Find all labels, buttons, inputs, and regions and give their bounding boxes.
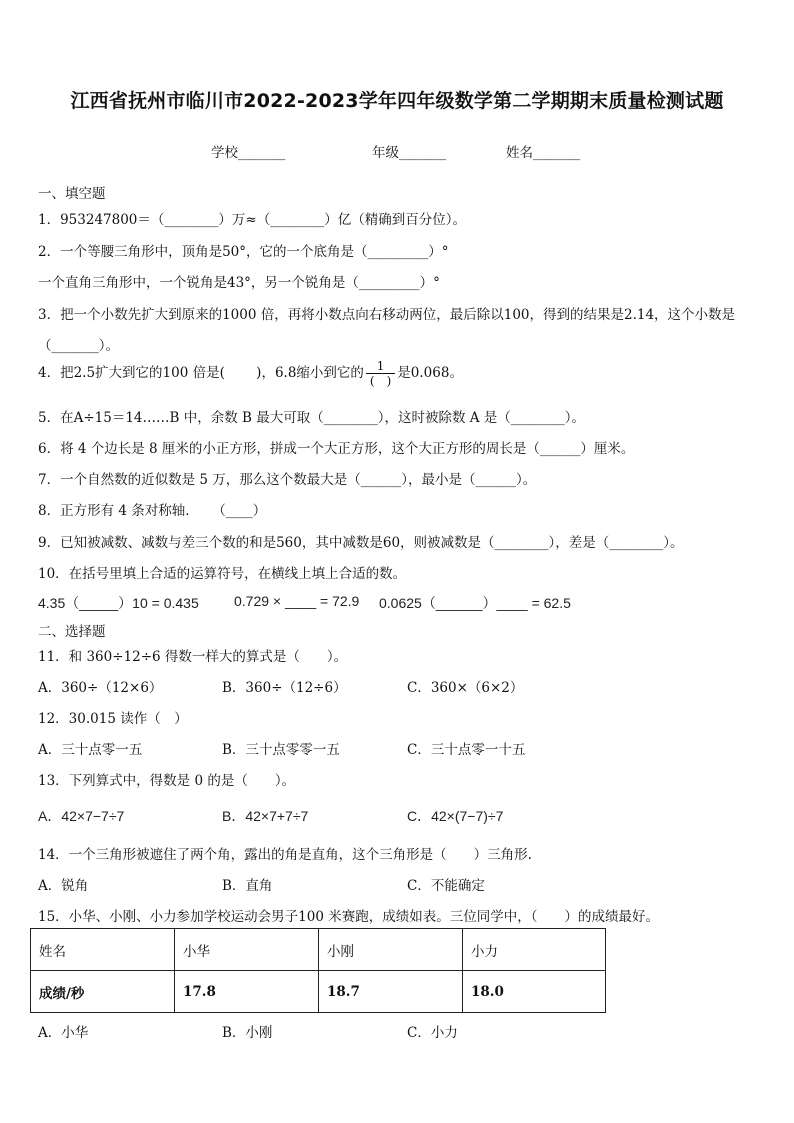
option-c: C．三十点零一十五 [407, 742, 526, 758]
equation-2: 0.729 × ____ = 72.9 [234, 593, 360, 609]
option-a: A．小华 [38, 1025, 89, 1041]
school-field: 学校_______ [211, 145, 286, 161]
option-b: B．42×7+7÷7 [222, 808, 309, 824]
question-8: 8．正方形有 4 条对称轴． （____） [38, 503, 267, 519]
option-a: A．三十点零一五 [38, 742, 143, 758]
option-c: C．42×(7−7)÷7 [407, 808, 504, 824]
table-cell: 成绩/秒 [31, 971, 175, 1013]
question-11: 11．和 360÷12÷6 得数一样大的算式是（ ）。 [38, 649, 348, 665]
grade-field: 年级_______ [372, 145, 447, 161]
question-2b: 一个直角三角形中，一个锐角是43°，另一个锐角是（_________）° [38, 275, 440, 291]
question-7: 7．一个自然数的近似数是 5 万，那么这个数最大是（______），最小是（______）。 [38, 472, 537, 488]
question-14: 14．一个三角形被遮住了两个角，露出的角是直角，这个三角形是（ ）三角形. [38, 847, 532, 863]
question-6: 6．将 4 个边长是 8 厘米的小正方形，拼成一个大正方形，这个大正方形的周长是（______）厘米。 [38, 441, 635, 457]
question-4-text: 4．把2.5扩大到它的100 倍是( )，6.8缩小到它的 [38, 365, 364, 381]
section-fill-in: 一、填空题 [38, 186, 106, 202]
name-field: 姓名_______ [506, 145, 581, 161]
option-b: B．三十点零零一五 [222, 742, 340, 758]
option-b: B．直角 [222, 878, 273, 894]
table-header-row [31, 929, 606, 971]
option-a: A．42×7−7÷7 [38, 808, 125, 824]
fraction [366, 359, 395, 388]
question-4-tail: 是0.068。 [397, 365, 463, 381]
equation-3: 0.0625（______）____ = 62.5 [379, 595, 571, 611]
question-2a: 2．一个等腰三角形中，顶角是50°，它的一个底角是（_________）° [38, 244, 449, 260]
question-3-line2: （_______）。 [38, 338, 119, 354]
table-cell: 18.7 [319, 971, 463, 1013]
option-b: B．360÷（12÷6） [222, 680, 347, 696]
option-b: B．小刚 [222, 1025, 273, 1041]
question-4 [38, 359, 463, 388]
question-12: 12．30.015 读作（ ） [38, 711, 188, 727]
option-c: C．360×（6×2） [407, 680, 524, 696]
question-15: 15．小华、小刚、小力参加学校运动会男子100 米赛跑，成绩如表。三位同学中，（ ）的成绩最好。 [38, 909, 659, 925]
question-5: 5．在A÷15＝14……B 中，余数 B 最大可取（________），这时被除数 A 是（________）。 [38, 410, 586, 426]
question-13: 13．下列算式中，得数是 0 的是（ ）。 [38, 773, 296, 789]
question-9: 9．已知被减数、减数与差三个数的和是560，其中减数是60，则被减数是（________），差是（________）。 [38, 535, 684, 551]
option-a: A．锐角 [38, 878, 89, 894]
table-cell: 小华 [175, 929, 319, 971]
equation-1: 4.35（_____）10 = 0.435 [38, 595, 199, 611]
section-choice: 二、选择题 [38, 624, 106, 640]
option-c: C．不能确定 [407, 878, 485, 894]
table-cell: 小力 [463, 929, 606, 971]
option-a: A．360÷（12×6） [38, 680, 163, 696]
option-c: C．小力 [407, 1025, 458, 1041]
table-cell: 17.8 [175, 971, 319, 1013]
score-table [30, 928, 606, 1013]
table-cell: 小刚 [319, 929, 463, 971]
question-3-line1: 3．把一个小数先扩大到原来的1000 倍，再将小数点向右移动两位，最后除以100，得到的结果是2.14，这个小数是 [38, 307, 736, 323]
table-row [31, 971, 606, 1013]
table-cell: 18.0 [463, 971, 606, 1013]
page-title: 江西省抚州市临川市2022-2023学年四年级数学第二学期期末质量检测试题 [70, 90, 724, 112]
question-1: 1．953247800＝（________）万≈（________）亿（精确到百分位）。 [38, 212, 466, 228]
question-10: 10．在括号里填上合适的运算符号，在横线上填上合适的数。 [38, 566, 407, 582]
table-cell: 姓名 [31, 929, 175, 971]
fraction-denominator: ( ) [369, 374, 392, 388]
fraction-numerator: 1 [366, 359, 395, 374]
